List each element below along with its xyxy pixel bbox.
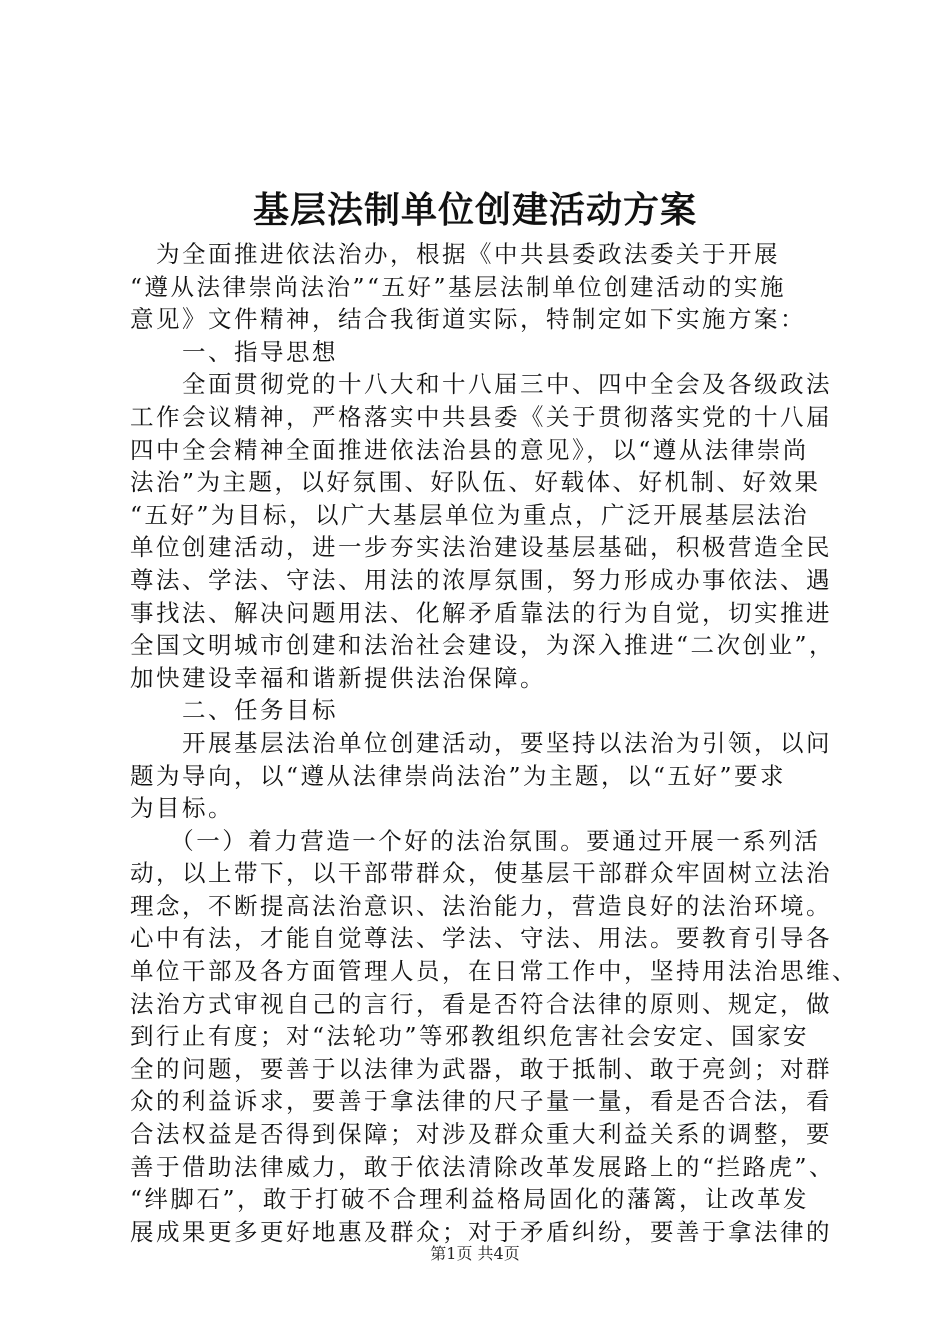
body-line: 全的问题，要善于以法律为武器，敢于抵制、敢于亮剑；对群 bbox=[130, 1054, 832, 1083]
body-line: 法治”为主题，以好氛围、好队伍、好载体、好机制、好效果 bbox=[130, 468, 821, 497]
body-line: 善于借助法律威力，敢于依法清除改革发展路上的“拦路虎”、 bbox=[130, 1152, 836, 1181]
body-line: 动，以上带下，以干部带群众，使基层干部群众牢固树立法治 bbox=[130, 859, 832, 888]
body-line: “遵从法律崇尚法治”“五好”基层法制单位创建活动的实施 bbox=[130, 272, 787, 301]
body-line: 开展基层法治单位创建活动，要坚持以法治为引领，以问 bbox=[130, 728, 832, 757]
body-line: 题为导向，以“遵从法律崇尚法治”为主题，以“五好”要求 bbox=[130, 761, 787, 790]
body-line: “绊脚石”，敢于打破不合理利益格局固化的藩篱，让改革发 bbox=[130, 1185, 810, 1214]
body-line: 合法权益是否得到保障；对涉及群众重大利益关系的调整，要 bbox=[130, 1120, 832, 1149]
body-line: 心中有法，才能自觉尊法、学法、守法、用法。要教育引导各 bbox=[130, 924, 832, 953]
body-line: 工作会议精神，严格落实中共县委《关于贯彻落实党的十八届 bbox=[130, 402, 832, 431]
body-line: 全面贯彻党的十八大和十八届三中、四中全会及各级政法 bbox=[130, 370, 832, 399]
body-line: 二、任务目标 bbox=[130, 696, 338, 725]
body-line: 全国文明城市创建和法治社会建设，为深入推进“二次创业”， bbox=[130, 631, 836, 660]
body-line: 到行止有度；对“法轮功”等邪教组织危害社会安定、国家安 bbox=[130, 1022, 810, 1051]
body-line: 法治方式审视自己的言行，看是否符合法律的原则、规定，做 bbox=[130, 989, 832, 1018]
body-line: 众的利益诉求，要善于拿法律的尺子量一量，看是否合法，看 bbox=[130, 1087, 832, 1116]
body-line: 单位创建活动，进一步夯实法治建设基层基础，积极营造全民 bbox=[130, 533, 832, 562]
document-body bbox=[130, 238, 858, 1248]
body-line: （一）着力营造一个好的法治氛围。要通过开展一系列活 bbox=[130, 826, 821, 855]
document-title: 基层法制单位创建活动方案 bbox=[252, 189, 697, 231]
body-line: 为目标。 bbox=[130, 794, 234, 823]
body-line: 加快建设幸福和谐新提供法治保障。 bbox=[130, 663, 546, 692]
body-line: 为全面推进依法治办，根据《中共县委政法委关于开展 bbox=[130, 240, 780, 268]
body-line: 事找法、解决问题用法、化解矛盾靠法的行为自觉，切实推进 bbox=[130, 598, 832, 627]
body-line: 意见》文件精神，结合我街道实际，特制定如下实施方案： bbox=[130, 305, 806, 334]
body-line: 一、指导思想 bbox=[130, 337, 338, 366]
page-footer: 第1页 共4页 bbox=[430, 1244, 520, 1263]
body-line: 单位干部及各方面管理人员，在日常工作中，坚持用法治思维、 bbox=[130, 957, 858, 986]
body-line: 尊法、学法、守法、用法的浓厚氛围，努力形成办事依法、遇 bbox=[130, 565, 832, 594]
body-line: 展成果更多更好地惠及群众；对于矛盾纠纷，要善于拿法律的 bbox=[130, 1217, 832, 1246]
body-line: “五好”为目标，以广大基层单位为重点，广泛开展基层法治 bbox=[130, 500, 810, 529]
body-line: 四中全会精神全面推进依法治县的意见》，以“遵从法律崇尚 bbox=[130, 435, 809, 464]
body-line: 理念，不断提高法治意识、法治能力，营造良好的法治环境。 bbox=[130, 891, 832, 920]
